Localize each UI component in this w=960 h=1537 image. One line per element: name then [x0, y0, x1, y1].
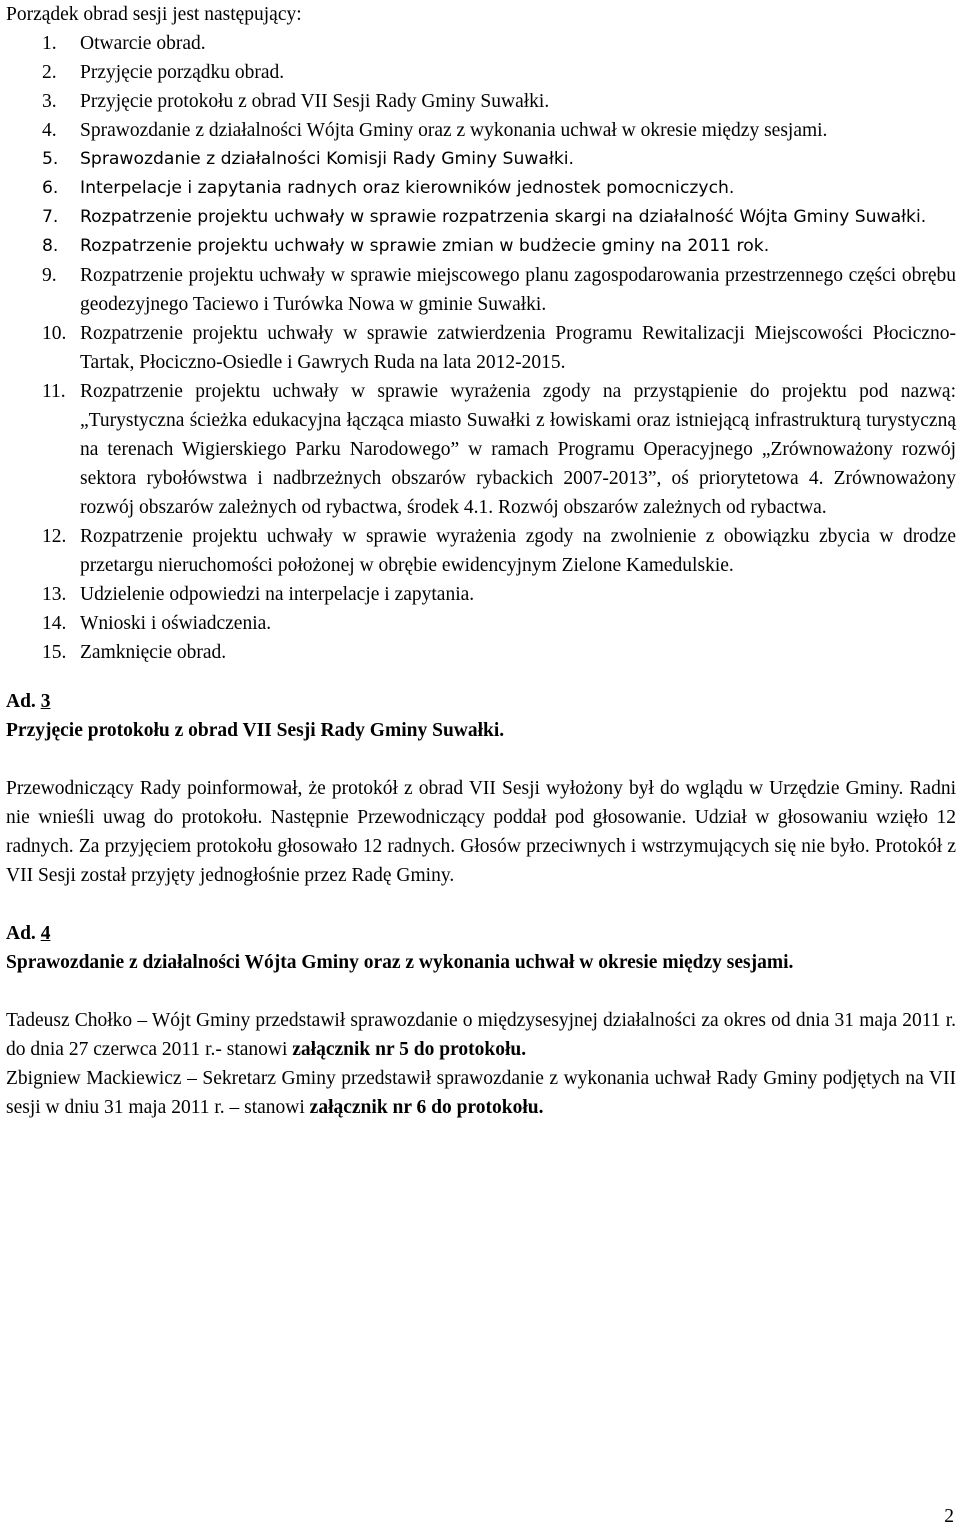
ad3-number: 3 — [40, 691, 51, 712]
agenda-item-number: 13. — [42, 584, 67, 605]
agenda-item-text: Sprawozdanie z działalności Wójta Gminy oraz z wykonania uchwał w okresie między sesjami. — [80, 120, 828, 141]
ad4-number: 4 — [40, 923, 51, 944]
page-number: 2 — [944, 1506, 954, 1527]
agenda-item-number: 10. — [42, 323, 67, 344]
ad4-attachment-6: załącznik nr 6 do protokołu. — [309, 1097, 544, 1118]
agenda-item-number: 4. — [42, 120, 57, 141]
ad3-title: Przyjęcie protokołu z obrad VII Sesji Rady Gminy Suwałki. — [6, 720, 505, 741]
agenda-item-text: Rozpatrzenie projektu uchwały w sprawie wyrażenia zgody na przystąpienie do projektu pod nazwą: „Turystyczna ścieżka edukacyjna łącząca miasto Suwałki z łowiskami oraz istniejącą infrastrukturą turystyczną na terenach Wigierskiego Parku Narodowego” w ramach Programu Operacyjnego „Zrównoważony rozwój sektora rybołówstwa i nadbrzeżnych obszarów rybackich 2007-2013”, oś priorytetowa 4. Zrównoważony rozwój obszarów zależnych od rybactwa, środek 4.1. Rozwój obszarów zależnych od rybactwa. — [80, 381, 956, 518]
agenda-item — [6, 203, 956, 232]
ad4-attachment-5: załącznik nr 5 do protokołu. — [292, 1039, 527, 1060]
agenda-item-text: Wnioski i oświadczenia. — [80, 613, 272, 634]
agenda-item-text: Rozpatrzenie projektu uchwały w sprawie rozpatrzenia skargi na działalność Wójta Gminy Suwałki. — [80, 207, 927, 227]
agenda-item-text: Przyjęcie protokołu z obrad VII Sesji Rady Gminy Suwałki. — [80, 91, 550, 112]
ad4-paragraph-1 — [6, 1006, 956, 1064]
document-page — [6, 0, 956, 1122]
agenda-item — [6, 522, 956, 580]
ad3-label — [6, 687, 956, 716]
agenda-item-number: 6. — [42, 178, 59, 198]
agenda-item — [6, 145, 956, 174]
agenda-item-text: Udzielenie odpowiedzi na interpelacje i zapytania. — [80, 584, 475, 605]
agenda-item-text: Rozpatrzenie projektu uchwały w sprawie miejscowego planu zagospodarowania przestrzennego części obrębu geodezyjnego Taciewo i Turówka Nowa w gminie Suwałki. — [80, 265, 956, 315]
agenda-item-number: 5. — [42, 149, 59, 169]
agenda-item-number: 7. — [42, 207, 59, 227]
agenda-item — [6, 638, 956, 667]
agenda-item-number: 12. — [42, 526, 67, 547]
agenda-item-text: Interpelacje i zapytania radnych oraz kierowników jednostek pomocniczych. — [80, 178, 735, 198]
agenda-item-number: 1. — [42, 33, 57, 54]
agenda-item-number: 8. — [42, 236, 59, 256]
ad4-paragraph-2-text: Zbigniew Mackiewicz – Sekretarz Gminy przedstawił sprawozdanie z wykonania uchwał Rady Gminy podjętych na VII sesji w dniu 31 maja 2011 r. – stanowi — [6, 1068, 956, 1118]
agenda-item-number: 11. — [42, 381, 66, 402]
agenda-item — [6, 609, 956, 638]
ad3-prefix: Ad. — [6, 691, 36, 712]
ad4-prefix: Ad. — [6, 923, 36, 944]
ad4-label — [6, 919, 956, 948]
ad4-paragraph-2 — [6, 1064, 956, 1122]
agenda-item-number: 9. — [42, 265, 57, 286]
agenda-item-text: Otwarcie obrad. — [80, 33, 206, 54]
agenda-item-text: Sprawozdanie z działalności Komisji Rady Gminy Suwałki. — [80, 149, 575, 169]
agenda-list — [6, 29, 956, 667]
agenda-item-number: 15. — [42, 642, 67, 663]
agenda-item-number: 14. — [42, 613, 67, 634]
ad4-title: Sprawozdanie z działalności Wójta Gminy oraz z wykonania uchwał w okresie między sesjami. — [6, 952, 794, 973]
agenda-item-text: Rozpatrzenie projektu uchwały w sprawie wyrażenia zgody na zwolnienie z obowiązku zbycia w drodze przetargu nieruchomości położonej w obrębie ewidencyjnym Zielone Kamedulskie. — [80, 526, 956, 576]
agenda-item-text: Rozpatrzenie projektu uchwały w sprawie zmian w budżecie gminy na 2011 rok. — [80, 236, 770, 256]
agenda-item — [6, 377, 956, 522]
agenda-item — [6, 29, 956, 58]
ad3-body: Przewodniczący Rady poinformował, że protokół z obrad VII Sesji wyłożony był do wglądu w Urzędzie Gminy. Radni nie wnieśli uwag do protokołu. Następnie Przewodniczący poddał pod głosowanie. Udział w głosowaniu wzięło 12 radnych. Za przyjęciem protokołu głosowało 12 radnych. Głosów przeciwnych i wstrzymujących się nie było. Protokół z VII Sesji został przyjęty jednogłośnie przez Radę Gminy. — [6, 778, 956, 886]
agenda-item — [6, 58, 956, 87]
agenda-item — [6, 232, 956, 261]
ad4-paragraph-1-text: Tadeusz Chołko – Wójt Gminy przedstawił sprawozdanie o międzysesyjnej działalności za okres od dnia 31 maja 2011 r. do dnia 27 czerwca 2011 r.- stanowi — [6, 1010, 956, 1060]
agenda-item — [6, 261, 956, 319]
agenda-item — [6, 580, 956, 609]
agenda-intro: Porządek obrad sesji jest następujący: — [6, 4, 302, 25]
agenda-item-text: Zamknięcie obrad. — [80, 642, 227, 663]
agenda-item — [6, 87, 956, 116]
agenda-item — [6, 174, 956, 203]
agenda-item-text: Rozpatrzenie projektu uchwały w sprawie zatwierdzenia Programu Rewitalizacji Miejscowości Płociczno-Tartak, Płociczno-Osiedle i Gawrych Ruda na lata 2012-2015. — [80, 323, 956, 373]
agenda-item-text: Przyjęcie porządku obrad. — [80, 62, 285, 83]
agenda-item — [6, 116, 956, 145]
agenda-item — [6, 319, 956, 377]
agenda-item-number: 3. — [42, 91, 57, 112]
agenda-item-number: 2. — [42, 62, 57, 83]
